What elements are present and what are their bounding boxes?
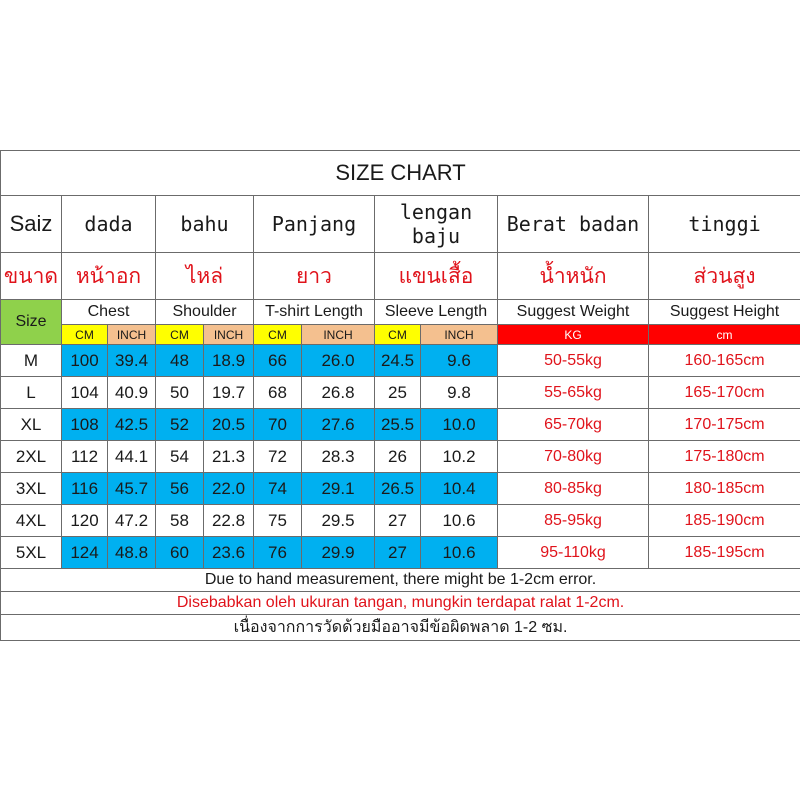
table-row (1, 537, 800, 569)
height-cell: 180-185cm (649, 473, 800, 505)
table-row (1, 377, 800, 409)
sleeve-cm-cell: 27 (375, 537, 421, 569)
note-english: Due to hand measurement, there might be 1-2cm error. (1, 569, 800, 592)
sleeve-inch-cell: 10.4 (421, 473, 498, 505)
length-inch-cell: 26.0 (302, 345, 375, 377)
size-chart-table (0, 150, 800, 641)
unit-inch: INCH (421, 325, 498, 345)
height-cell: 165-170cm (649, 377, 800, 409)
unit-cm: CM (156, 325, 204, 345)
header-malay-chest: dada (62, 196, 156, 253)
table-row (1, 345, 800, 377)
header-malay-length: Panjang (254, 196, 375, 253)
header-suggest-height: Suggest Height (649, 300, 800, 325)
size-cell: 5XL (1, 537, 62, 569)
sleeve-cm-cell: 26.5 (375, 473, 421, 505)
chest-cm-cell: 104 (62, 377, 108, 409)
shoulder-inch-cell: 20.5 (204, 409, 254, 441)
header-thai-weight: น้ำหนัก (498, 253, 649, 300)
weight-cell: 70-80kg (498, 441, 649, 473)
height-cell: 185-190cm (649, 505, 800, 537)
unit-cm: CM (375, 325, 421, 345)
shoulder-cm-cell: 54 (156, 441, 204, 473)
chest-cm-cell: 120 (62, 505, 108, 537)
chest-inch-cell: 45.7 (108, 473, 156, 505)
chest-cm-cell: 100 (62, 345, 108, 377)
sleeve-cm-cell: 25.5 (375, 409, 421, 441)
size-cell: XL (1, 409, 62, 441)
sleeve-inch-cell: 9.8 (421, 377, 498, 409)
shoulder-cm-cell: 50 (156, 377, 204, 409)
sleeve-cm-cell: 26 (375, 441, 421, 473)
table-row (1, 441, 800, 473)
length-inch-cell: 29.9 (302, 537, 375, 569)
header-shoulder: Shoulder (156, 300, 254, 325)
sleeve-cm-cell: 25 (375, 377, 421, 409)
header-malay-shoulder: bahu (156, 196, 254, 253)
unit-height: cm (649, 325, 800, 345)
shoulder-cm-cell: 58 (156, 505, 204, 537)
unit-cm: CM (62, 325, 108, 345)
height-cell: 170-175cm (649, 409, 800, 441)
table-row (1, 473, 800, 505)
weight-cell: 95-110kg (498, 537, 649, 569)
shoulder-cm-cell: 60 (156, 537, 204, 569)
length-inch-cell: 29.5 (302, 505, 375, 537)
chest-inch-cell: 40.9 (108, 377, 156, 409)
shoulder-inch-cell: 19.7 (204, 377, 254, 409)
unit-kg: KG (498, 325, 649, 345)
header-malay-weight: Berat badan (498, 196, 649, 253)
unit-cm: CM (254, 325, 302, 345)
thai-header-row (1, 253, 800, 300)
chest-inch-cell: 44.1 (108, 441, 156, 473)
length-inch-cell: 27.6 (302, 409, 375, 441)
length-cm-cell: 70 (254, 409, 302, 441)
header-thai-length: ยาว (254, 253, 375, 300)
length-cm-cell: 75 (254, 505, 302, 537)
size-cell: 2XL (1, 441, 62, 473)
unit-row (1, 325, 800, 345)
table-row (1, 505, 800, 537)
length-inch-cell: 29.1 (302, 473, 375, 505)
height-cell: 160-165cm (649, 345, 800, 377)
sleeve-inch-cell: 10.0 (421, 409, 498, 441)
size-chart (0, 150, 800, 650)
header-chest: Chest (62, 300, 156, 325)
header-thai-shoulder: ไหล่ (156, 253, 254, 300)
length-cm-cell: 74 (254, 473, 302, 505)
sleeve-inch-cell: 10.2 (421, 441, 498, 473)
header-size: Size (1, 300, 62, 345)
sleeve-inch-cell: 10.6 (421, 505, 498, 537)
weight-cell: 50-55kg (498, 345, 649, 377)
sleeve-cm-cell: 24.5 (375, 345, 421, 377)
english-header-row (1, 300, 800, 325)
size-cell: 3XL (1, 473, 62, 505)
chest-inch-cell: 39.4 (108, 345, 156, 377)
chest-cm-cell: 124 (62, 537, 108, 569)
chart-title: SIZE CHART (1, 151, 800, 196)
length-cm-cell: 68 (254, 377, 302, 409)
size-cell: M (1, 345, 62, 377)
sleeve-inch-cell: 9.6 (421, 345, 498, 377)
size-rows (1, 345, 800, 569)
header-sleeve-length: Sleeve Length (375, 300, 498, 325)
sleeve-inch-cell: 10.6 (421, 537, 498, 569)
shoulder-cm-cell: 52 (156, 409, 204, 441)
chest-inch-cell: 42.5 (108, 409, 156, 441)
note-thai: เนื่องจากการวัดด้วยมืออาจมีข้อผิดพลาด 1-2 ซม. (1, 615, 800, 641)
height-cell: 185-195cm (649, 537, 800, 569)
header-thai-sleeve: แขนเสื้อ (375, 253, 498, 300)
header-thai-height: ส่วนสูง (649, 253, 800, 300)
unit-inch: INCH (108, 325, 156, 345)
chest-cm-cell: 112 (62, 441, 108, 473)
size-cell: L (1, 377, 62, 409)
chest-cm-cell: 108 (62, 409, 108, 441)
shoulder-cm-cell: 56 (156, 473, 204, 505)
length-cm-cell: 72 (254, 441, 302, 473)
weight-cell: 55-65kg (498, 377, 649, 409)
weight-cell: 80-85kg (498, 473, 649, 505)
unit-inch: INCH (302, 325, 375, 345)
header-malay-sleeve: lengan baju (375, 196, 498, 253)
chest-inch-cell: 47.2 (108, 505, 156, 537)
malay-header-row (1, 196, 800, 253)
length-inch-cell: 26.8 (302, 377, 375, 409)
chest-inch-cell: 48.8 (108, 537, 156, 569)
shoulder-inch-cell: 22.8 (204, 505, 254, 537)
height-cell: 175-180cm (649, 441, 800, 473)
header-thai-size: ขนาด (1, 253, 62, 300)
header-thai-chest: หน้าอก (62, 253, 156, 300)
length-inch-cell: 28.3 (302, 441, 375, 473)
weight-cell: 65-70kg (498, 409, 649, 441)
chest-cm-cell: 116 (62, 473, 108, 505)
header-malay-size: Saiz (1, 196, 62, 253)
unit-inch: INCH (204, 325, 254, 345)
header-suggest-weight: Suggest Weight (498, 300, 649, 325)
note-malay: Disebabkan oleh ukuran tangan, mungkin terdapat ralat 1-2cm. (1, 592, 800, 615)
sleeve-cm-cell: 27 (375, 505, 421, 537)
length-cm-cell: 66 (254, 345, 302, 377)
shoulder-inch-cell: 22.0 (204, 473, 254, 505)
shoulder-inch-cell: 18.9 (204, 345, 254, 377)
shoulder-cm-cell: 48 (156, 345, 204, 377)
header-tshirt-length: T-shirt Length (254, 300, 375, 325)
size-cell: 4XL (1, 505, 62, 537)
table-row (1, 409, 800, 441)
shoulder-inch-cell: 23.6 (204, 537, 254, 569)
weight-cell: 85-95kg (498, 505, 649, 537)
length-cm-cell: 76 (254, 537, 302, 569)
header-malay-height: tinggi (649, 196, 800, 253)
shoulder-inch-cell: 21.3 (204, 441, 254, 473)
